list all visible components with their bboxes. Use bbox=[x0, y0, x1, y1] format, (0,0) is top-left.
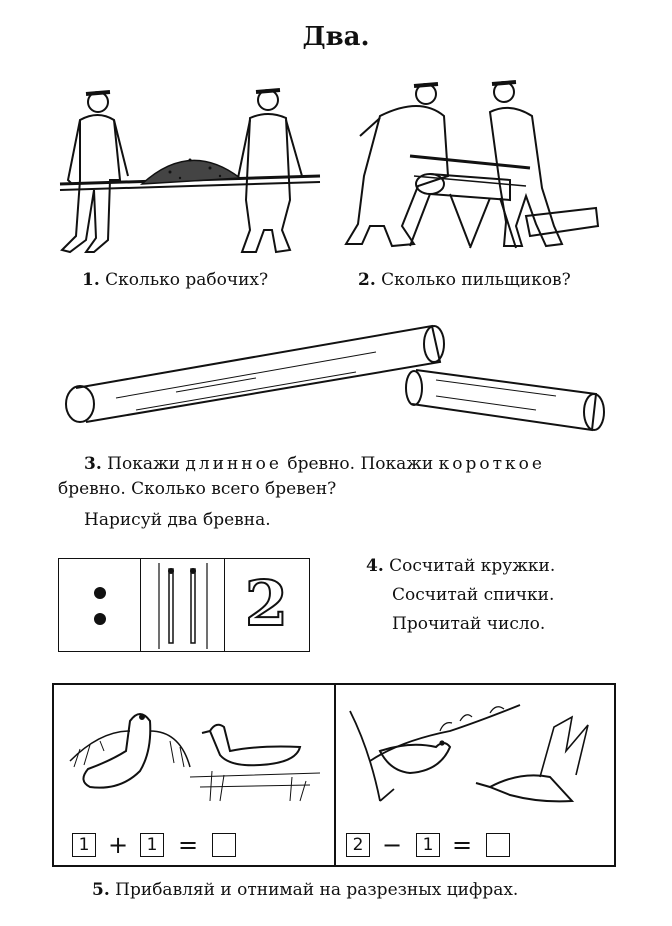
minus-sign: − bbox=[382, 831, 403, 859]
plus-sign: + bbox=[108, 831, 129, 859]
counting-card bbox=[58, 558, 310, 652]
task-3-text bbox=[58, 452, 618, 533]
task-4-line-1: Сосчитай кружки. bbox=[389, 556, 556, 576]
question-2-number: 2. bbox=[358, 270, 376, 290]
dots-cell bbox=[59, 559, 141, 651]
left-equals-sign: = bbox=[178, 831, 199, 859]
card-numeral: 2 bbox=[244, 567, 289, 640]
two-matches-icon bbox=[141, 559, 225, 653]
left-digit-b: 1 bbox=[140, 833, 164, 857]
task-3-text-b: бревно. Покажи bbox=[287, 454, 434, 474]
right-answer-box[interactable] bbox=[486, 833, 510, 857]
question-2 bbox=[358, 270, 571, 290]
arithmetic-scenes bbox=[52, 683, 616, 867]
logs-illustration bbox=[56, 318, 612, 438]
task-4-text bbox=[366, 554, 606, 637]
geese-illustration bbox=[60, 691, 328, 809]
task-3-text-a: Покажи bbox=[107, 454, 180, 474]
task-3-emph-short: короткое bbox=[438, 454, 545, 474]
task-3-number: 3. bbox=[84, 454, 102, 474]
workers-carrying-stretcher-illustration bbox=[50, 80, 340, 260]
task-3-line-2: бревно. Сколько всего бревен? bbox=[58, 479, 337, 499]
right-digit-b: 1 bbox=[416, 833, 440, 857]
question-1-number: 1. bbox=[82, 270, 100, 290]
task-5-caption: Прибавляй и отнимай на разрезных цифрах. bbox=[115, 880, 519, 900]
task-5-text bbox=[92, 880, 518, 900]
task-3-line-3: Нарисуй два бревна. bbox=[84, 510, 271, 530]
left-digit-a: 1 bbox=[72, 833, 96, 857]
right-digit-a: 2 bbox=[346, 833, 370, 857]
task-4-line-2: Сосчитай спички. bbox=[392, 585, 555, 605]
matches-cell bbox=[141, 559, 225, 651]
page-title: Два. bbox=[302, 22, 370, 52]
question-1 bbox=[82, 270, 268, 290]
question-2-text: Сколько пильщиков? bbox=[381, 270, 571, 290]
task-4-number: 4. bbox=[366, 556, 384, 576]
sawyers-illustration bbox=[340, 76, 602, 256]
left-answer-box[interactable] bbox=[212, 833, 236, 857]
two-dots-icon bbox=[59, 559, 141, 653]
task-5-number: 5. bbox=[92, 880, 110, 900]
scene-divider bbox=[334, 685, 336, 865]
numeral-cell bbox=[225, 559, 308, 651]
right-equals-sign: = bbox=[452, 831, 473, 859]
task-3-emph-long: длинное bbox=[185, 454, 282, 474]
question-1-text: Сколько рабочих? bbox=[105, 270, 269, 290]
task-4-line-3: Прочитай число. bbox=[392, 614, 546, 634]
birds-illustration bbox=[340, 691, 612, 809]
